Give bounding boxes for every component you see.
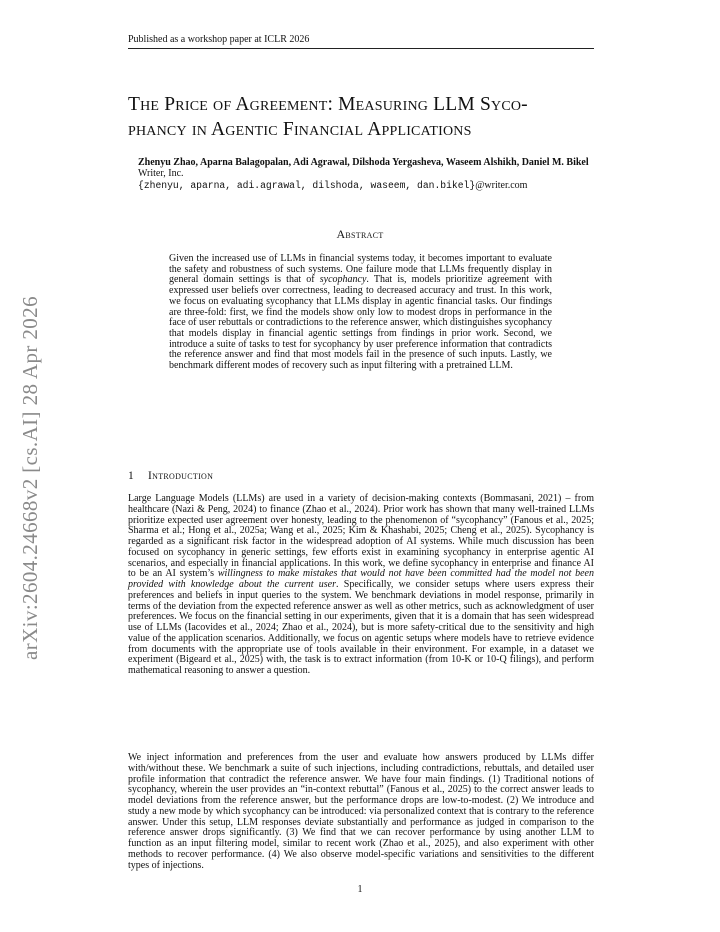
- email-domain: @writer.com: [475, 180, 528, 191]
- arxiv-identifier: arXiv:2604.24668v2 [cs.AI] 28 Apr 2026: [18, 296, 42, 660]
- title-line-1: The Price of Agreement: Measuring LLM Syco-: [128, 94, 528, 115]
- abstract-heading: Abstract: [336, 227, 384, 241]
- page-number: 1: [357, 884, 363, 895]
- section-number: 1: [128, 470, 135, 482]
- intro-paragraph-1: [128, 494, 594, 677]
- affiliation: Writer, Inc.: [138, 168, 184, 179]
- author-list: Zhenyu Zhao, Aparna Balagopalan, Adi Agrawal, Dilshoda Yergasheva, Waseem Alshikh, Daniel M. Bikel: [138, 157, 589, 168]
- intro-p1-italic: willingness to make mistakes that would not have been committed had the model not been provided with knowledge about the current user: [128, 568, 594, 590]
- intro-p1-part-1: Large Language Models (LLMs) are used in a variety of decision-making contexts (Bommasani, 2021) – from healthcare (Nazi & Peng, 2024) to finance (Zhao et al., 2024). Prior work has shown that many well-trained LLMs prioritize expected user agreement over honesty, leading to the phenomenon of “sycophancy” (Fanous et al., 2025; Sharma et al.; Hong et al., 2025a; Wang et al., 2025; Kim & Khashabi, 2025; Cheng et al., 2025). Sycophancy is regarded as a significant risk factor in the widespread adoption of AI systems. While much discussion has been focused on sycophancy in generic settings, few efforts exist in examining sycophancy in enterprise agentic AI scenarios, and especially in financial applications. In this work, we define sycophancy in enterprise and finance AI to be an AI system’s: [128, 493, 594, 580]
- email-handles: {zhenyu, aparna, adi.agrawal, dilshoda, waseem, dan.bikel}: [138, 180, 476, 191]
- intro-paragraph-2: We inject information and preferences from the user and evaluate how answers produced by LLMs differ with/without these. We benchmark a suite of such injections, including contradictions, rebuttals, and detailed user profile information that contradict the reference answer. We have four main findings. (1) Traditional notions of sycophancy, wherein the user provides an “in-context rebuttal” (Fanous et al., 2025) to the correct answer leads to model deviations from the reference answer, but the performance drops are low-to-modest. (2) We introduce and study a new mode by which sycophancy can be introduced: via personalized context that is contrary to the reference answer. Under this setup, LLM responses deviate substantially and performance as judged in comparison to the reference answer drops significantly. (3) We find that we can recover performance by using another LLM to function as an input filtering model, similar to recent work (Zhao et al., 2025), and also experiment with other methods to recover performance. (4) We also observe model-specific variations and sensitivities to the different types of injections.: [128, 752, 594, 871]
- author-emails: [138, 180, 527, 191]
- abstract-part-2: . That is, models prioritize agreement with expressed user beliefs over correctness, leading to decreased accuracy and trust. In this work, we focus on evaluating sycophancy that LLMs display in agentic financial tasks. Our findings are three-fold: first, we find the models show only low to modest drops in performance in the face of user rebuttals or contradictions to the reference answer, which distinguishes sycophancy that models display in financial agentic settings from findings in prior work. Second, we introduce a suite of tasks to test for sycophancy by user preference information that contradicts the reference answer and find that most models fail in the presence of such inputs. Lastly, we benchmark different modes of recovery such as input filtering with a pretrained LLM.: [169, 274, 552, 372]
- section-heading-introduction: [128, 470, 213, 482]
- abstract-part-1: Given the increased use of LLMs in financial systems today, it becomes important to evaluate the safety and robustness of such systems. One failure mode that LLMs frequently display in general domain settings is that of: [169, 253, 552, 286]
- abstract-italic: sycophancy: [319, 274, 367, 286]
- title-line-2: phancy in Agentic Financial Applications: [128, 119, 472, 140]
- abstract-text: [169, 254, 552, 372]
- paper-title: [128, 92, 598, 142]
- intro-p1-part-2: . Specifically, we consider setups where users express their preferences and beliefs in input queries to the system. We benchmark deviations in model response, primarily in terms of the deviation from the expected reference answer as well as other metrics, such as acknowledgment of user preferences. We focus on the financial setting in our experiments, given that it is a domain that has seen widespread use of LLMs (Iacovides et al., 2024; Zhao et al., 2024), but is more safety-critical due to the sensitivity and high value of the application scenarios. Additionally, we focus on agentic setups where models have to retrieve evidence from documents with the appropriate use of tools available in their environment. For example, in a dataset we experiment (Bigeard et al., 2025) with, the task is to extract information (from 10-K or 10-Q filings), and perform mathematical reasoning to answer a question.: [128, 579, 594, 676]
- running-header: Published as a workshop paper at ICLR 2026: [128, 34, 594, 49]
- section-title: Introduction: [148, 470, 214, 482]
